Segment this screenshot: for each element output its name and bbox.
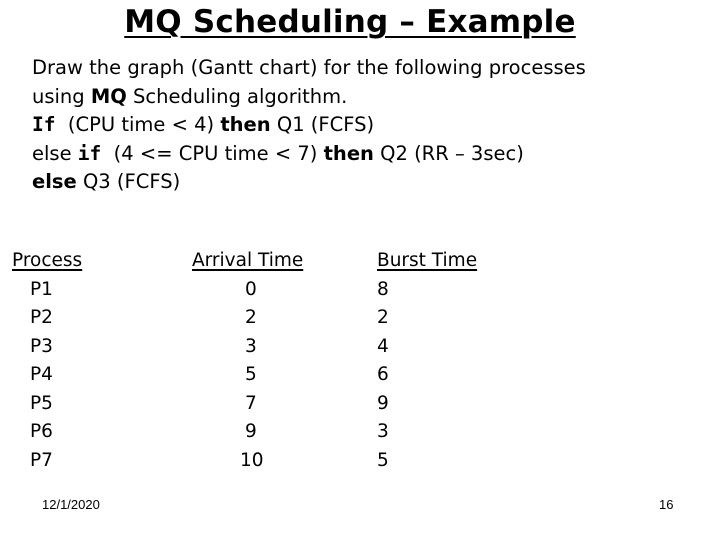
- process-header: Process: [12, 250, 83, 271]
- statement-line-4-post: Q2 (RR – 3sec): [373, 141, 524, 165]
- arrival-header: Arrival Time: [192, 250, 304, 271]
- burst-header: Burst Time: [377, 250, 478, 271]
- arrival-cell: 0: [245, 278, 257, 300]
- statement-line-5: [32, 168, 586, 197]
- burst-cell: 6: [377, 364, 389, 385]
- keyword-then: then: [220, 113, 271, 136]
- process-cell: P2: [30, 307, 53, 328]
- burst-cell: 9: [377, 392, 389, 414]
- arrival-column: [192, 247, 312, 475]
- arrival-cell: 3: [245, 335, 257, 357]
- statement-line-4-pre: else: [32, 141, 78, 165]
- statement-line-3-post: Q1 (FCFS): [270, 113, 375, 136]
- burst-cell: 4: [377, 335, 389, 357]
- arrival-cell: 7: [245, 392, 257, 414]
- process-cell: P5: [30, 392, 53, 414]
- process-cell: P1: [30, 278, 53, 300]
- process-cell: P7: [30, 449, 53, 471]
- keyword-else: else: [32, 170, 77, 193]
- statement-line-2: [32, 83, 586, 112]
- process-cell: P3: [30, 335, 53, 357]
- statement-line-5-post: Q3 (FCFS): [76, 170, 181, 193]
- statement-line-1: Draw the graph (Gantt chart) for the following processes: [32, 56, 586, 79]
- keyword-if-2: if: [77, 141, 102, 165]
- statement-line-3-mid: (CPU time < 4): [55, 113, 221, 136]
- keyword-if: If: [32, 113, 56, 136]
- arrival-cell: 9: [245, 421, 257, 442]
- footer-date: 12/1/2020: [42, 497, 100, 512]
- arrival-cell: 10: [240, 449, 264, 471]
- burst-cell: 8: [377, 278, 389, 300]
- burst-cell: 2: [377, 307, 389, 328]
- statement-line-2-pre: using: [32, 84, 91, 108]
- process-column: [12, 247, 82, 475]
- statement-line-4: [32, 140, 586, 169]
- burst-column: [377, 247, 477, 475]
- statement-line-2-post: Scheduling algorithm.: [126, 84, 348, 108]
- burst-cell: 5: [377, 449, 389, 471]
- slide-title: MQ Scheduling – Example: [124, 4, 576, 40]
- page-number: 16: [659, 497, 674, 512]
- statement-line-4-mid: (4 <= CPU time < 7): [101, 141, 324, 165]
- statement-line-2-bold: MQ: [90, 84, 127, 108]
- burst-cell: 3: [377, 421, 389, 442]
- statement-line-3: [32, 111, 586, 140]
- keyword-then-2: then: [323, 141, 374, 165]
- arrival-cell: 5: [245, 364, 257, 385]
- process-cell: P6: [30, 421, 53, 442]
- process-cell: P4: [30, 364, 53, 385]
- arrival-cell: 2: [245, 307, 257, 328]
- problem-statement: [32, 54, 586, 197]
